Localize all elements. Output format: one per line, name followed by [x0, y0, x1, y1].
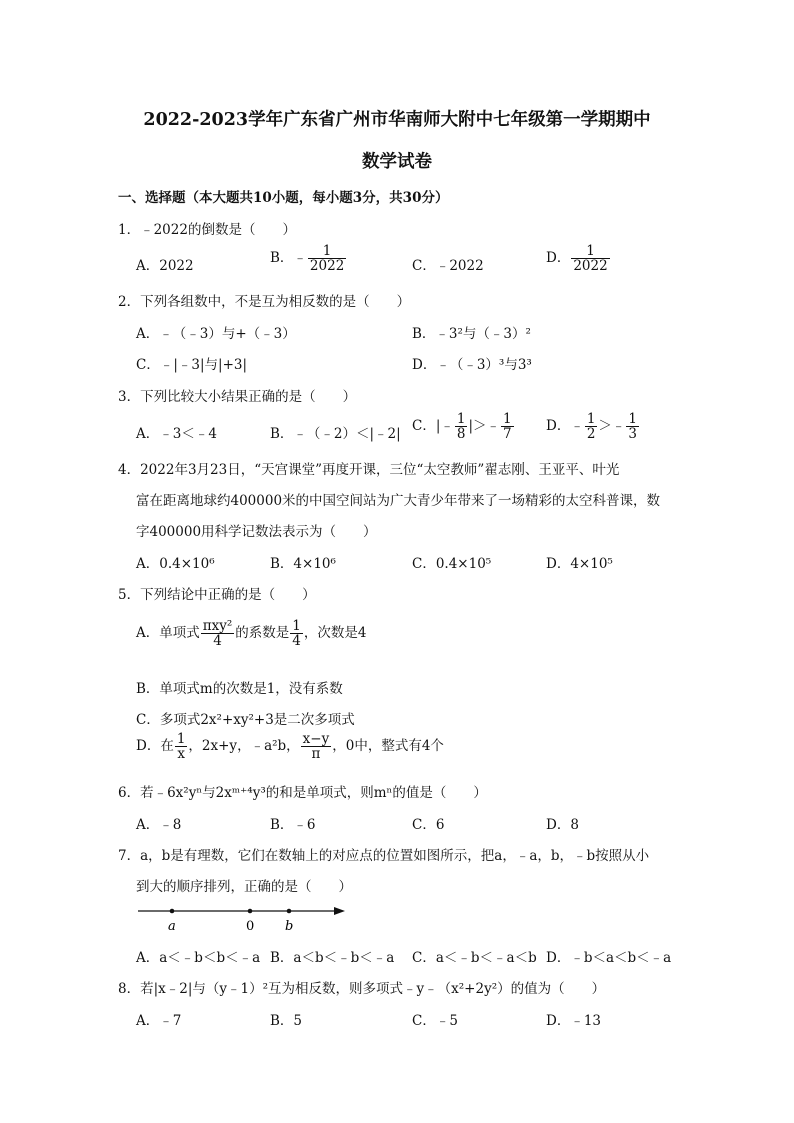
q5-a-mid: 的系数是	[235, 625, 290, 642]
exam-title-line2: 数学试卷	[362, 152, 432, 172]
q5-d-prefix: D．在	[136, 738, 174, 755]
q5-a-num: πxy²	[202, 618, 233, 634]
q4-option-d: D．4×10⁵	[546, 556, 613, 572]
q1-b-denominator: 2022	[309, 258, 345, 275]
q5-d-suffix: ，0中，整式有4个	[332, 738, 444, 755]
q1-option-b	[270, 244, 347, 273]
q5-a-fraction-2	[290, 619, 303, 648]
q3-stem: 3．下列比较大小结果正确的是（ ）	[118, 389, 357, 405]
q1-b-fraction	[308, 244, 346, 273]
label-a: a	[168, 919, 176, 934]
q3-c-prefix: C．|﹣	[412, 418, 454, 435]
q5-option-a	[136, 619, 366, 648]
q2-option-d: D．﹣（﹣3）³与3³	[412, 357, 532, 373]
q3-c-den2: 7	[503, 426, 512, 443]
q6-option-c: C．6	[412, 817, 445, 833]
arrow-head-icon	[334, 907, 345, 915]
q3-option-a: A．﹣3＜﹣4	[136, 426, 217, 442]
q1-option-c: C．﹣2022	[412, 258, 484, 274]
q8-stem: 8．若|x﹣2|与（y﹣1）²互为相反数，则多项式﹣y﹣（x²+2y²）的值为（ ）	[118, 981, 606, 997]
q5-a-den2: 4	[292, 633, 301, 650]
point-b-dot	[287, 909, 292, 914]
q8-option-d: D．﹣13	[546, 1013, 602, 1029]
label-b: b	[285, 919, 294, 934]
q8-option-b: B．5	[270, 1013, 303, 1029]
q5-a-num2: 1	[292, 618, 301, 634]
q5-option-d	[136, 732, 444, 761]
q3-d-fraction-2	[626, 412, 639, 441]
q3-c-fraction-2	[501, 412, 514, 441]
q1-d-numerator: 1	[571, 244, 609, 259]
q6-option-b: B．﹣6	[270, 817, 316, 833]
q3-option-c	[412, 412, 515, 441]
q4-stem-line2: 富在距离地球约400000米的中国空间站为广大青少年带来了一场精彩的太空科普课，数	[136, 493, 661, 509]
point-a-dot	[170, 909, 175, 914]
q5-d-fraction-2	[301, 732, 332, 761]
q3-d-den2: 3	[628, 426, 638, 443]
point-0-dot	[248, 909, 253, 914]
q5-option-c: C．多项式2x²+xy²+3是二次多项式	[136, 712, 355, 728]
q2-option-b: B．﹣3²与（﹣3）²	[412, 326, 531, 342]
q4-option-b: B．4×10⁶	[270, 556, 336, 572]
q5-a-suffix: ，次数是4	[303, 625, 367, 642]
number-line-svg	[136, 902, 351, 936]
q1-stem: 1．﹣2022的倒数是（ ）	[118, 222, 296, 238]
q6-option-d: D．8	[546, 817, 579, 833]
q5-a-den: 4	[213, 633, 222, 650]
q4-stem-line1: 4．2022年3月23日，“天宫课堂”再度开课，三位“太空教师”翟志刚、王亚平、叶光	[118, 462, 620, 478]
q1-b-prefix: B．﹣	[270, 250, 307, 267]
q5-d-mid: ，2x+y，﹣a²b，	[188, 738, 300, 755]
q6-option-a: A．﹣8	[136, 817, 182, 833]
q7-option-b: B．a＜b＜﹣b＜﹣a	[270, 950, 395, 966]
q3-c-den1: 8	[456, 426, 466, 443]
q3-d-prefix: D．﹣	[546, 418, 584, 435]
q5-d-num2: x−y	[302, 731, 330, 747]
q5-a-prefix: A．单项式	[136, 625, 200, 642]
q8-option-c: C．﹣5	[412, 1013, 458, 1029]
q3-c-num1: 1	[456, 411, 466, 427]
exam-title-line1: 2022-2023学年广东省广州市华南师大附中七年级第一学期期中	[143, 110, 651, 130]
q1-d-denominator: 2022	[573, 258, 608, 275]
q3-d-num2: 1	[628, 411, 638, 427]
q5-d-den2: π	[311, 746, 321, 763]
q5-d-num1: 1	[176, 731, 186, 747]
q3-c-fraction-1	[455, 412, 468, 441]
q5-d-den1: x	[177, 746, 185, 763]
q5-a-fraction-1	[201, 619, 235, 648]
q7-stem-line1: 7．a，b是有理数，它们在数轴上的对应点的位置如图所示，把a，﹣a，b，﹣b按照从小	[118, 848, 650, 864]
q5-stem: 5．下列结论中正确的是（ ）	[118, 587, 316, 603]
q7-option-a: A．a＜﹣b＜b＜﹣a	[136, 950, 261, 966]
q7-stem-line2: 到大的顺序排列，正确的是（ ）	[136, 879, 352, 895]
q4-stem-line3: 字400000用科学记数法表示为（ ）	[136, 524, 377, 540]
q3-option-b: B．﹣（﹣2）＜|﹣2|	[270, 426, 401, 442]
number-line-figure	[136, 902, 351, 936]
label-zero: 0	[246, 919, 255, 934]
q4-option-c: C．0.4×10⁵	[412, 556, 492, 572]
q1-option-d	[546, 244, 611, 273]
q5-d-fraction-1	[175, 732, 188, 761]
q3-d-fraction-1	[585, 412, 598, 441]
q3-d-den1: 2	[586, 426, 596, 443]
q3-c-num2: 1	[503, 411, 512, 427]
q1-b-numerator: 1	[308, 244, 346, 259]
q1-option-a: A．2022	[136, 258, 194, 274]
q2-option-c: C．﹣|﹣3|与|+3|	[136, 357, 248, 373]
q1-d-fraction	[571, 244, 609, 273]
q2-option-a: A．﹣（﹣3）与+（﹣3）	[136, 326, 296, 342]
q7-option-c: C．a＜﹣b＜﹣a＜b	[412, 950, 537, 966]
q1-d-prefix: D．	[546, 250, 571, 267]
q4-option-a: A．0.4×10⁶	[136, 556, 215, 572]
q6-stem: 6．若﹣6x²yⁿ与2xᵐ⁺⁴y³的和是单项式，则mⁿ的值是（ ）	[118, 785, 487, 801]
section-heading: 一、选择题（本大题共10小题，每小题3分，共30分）	[118, 190, 449, 206]
q8-option-a: A．﹣7	[136, 1013, 182, 1029]
q3-c-mid: |＞﹣	[468, 418, 501, 435]
q3-d-num1: 1	[586, 411, 596, 427]
q7-option-d: D．﹣b＜a＜b＜﹣a	[546, 950, 672, 966]
q3-option-d	[546, 412, 640, 441]
q3-d-mid: ＞﹣	[598, 418, 626, 435]
q5-option-b: B．单项式m的次数是1，没有系数	[136, 681, 343, 697]
q2-stem: 2．下列各组数中，不是互为相反数的是（ ）	[118, 294, 411, 310]
